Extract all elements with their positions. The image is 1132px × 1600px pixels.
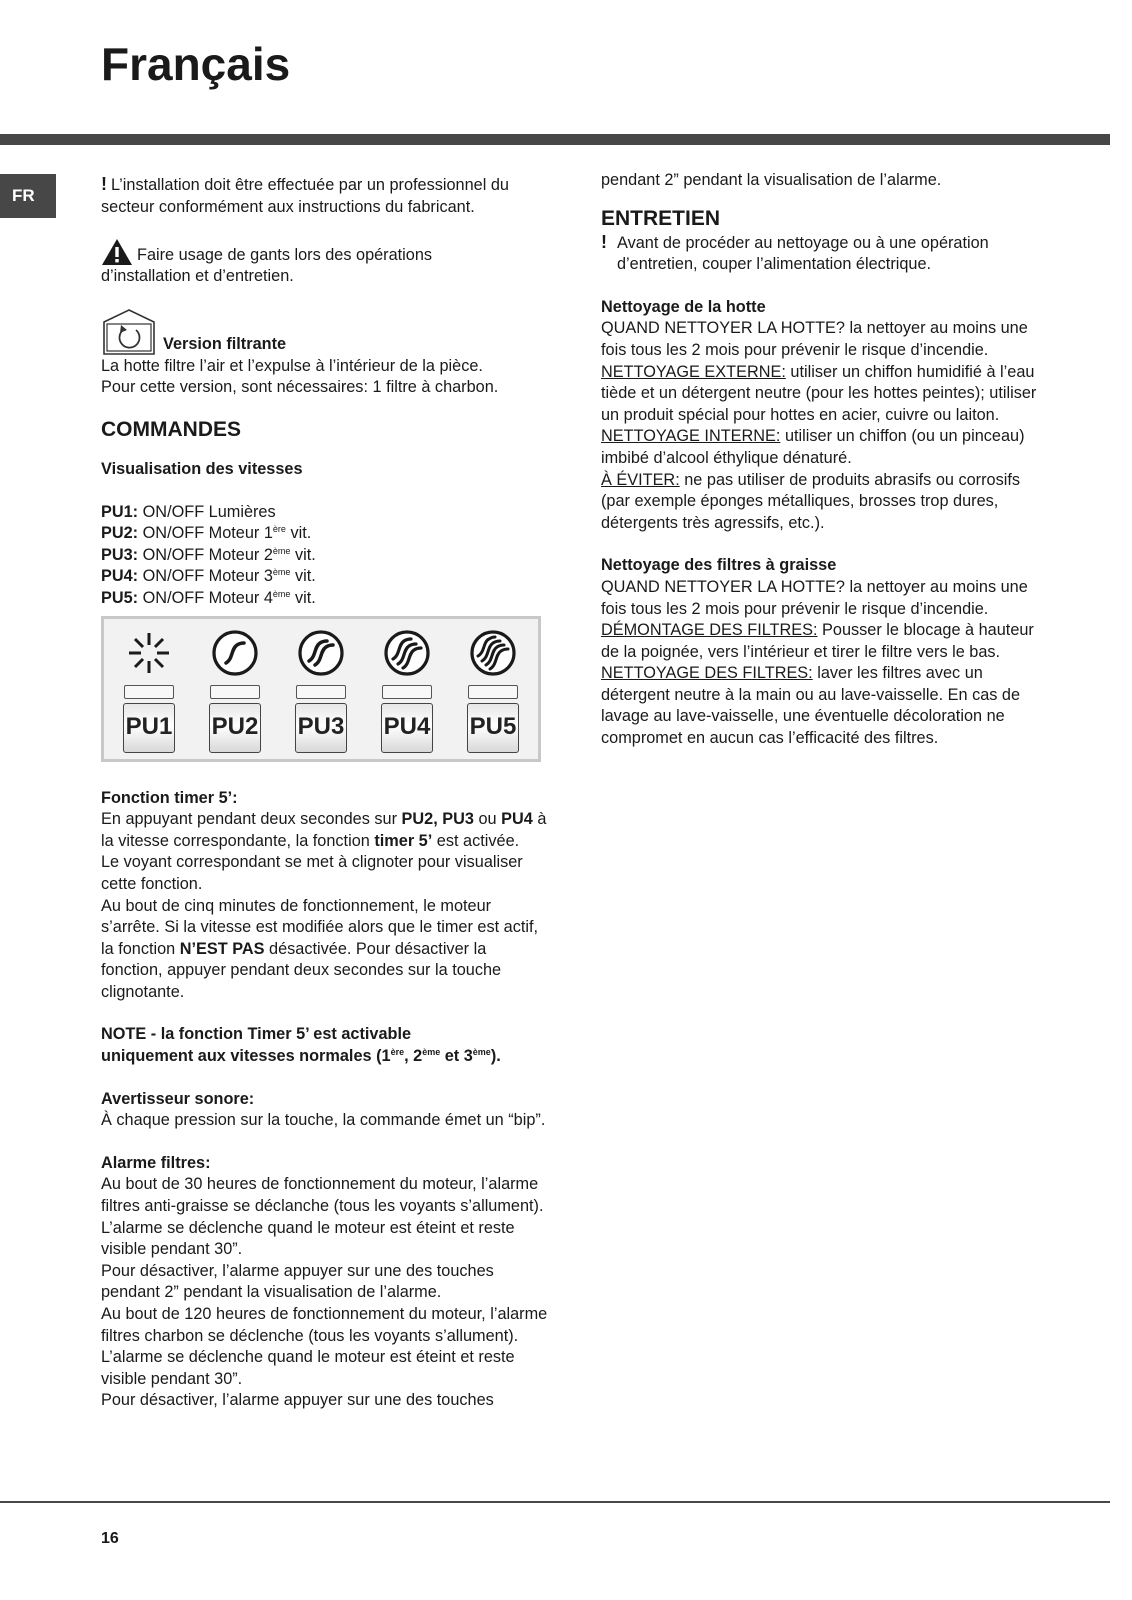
light-icon: [125, 629, 173, 677]
header-rule: [0, 134, 1110, 145]
alarme-continuation: pendant 2” pendant la visualisation de l’alarme.: [601, 171, 942, 189]
page-title: Français: [101, 38, 291, 90]
nettoyage-des-filtres: NETTOYAGE DES FILTRES: laver les filtres avec un détergent neutre à la main ou au lave-vaisselle. En cas de lavage au lave-vaisselle, une éventuelle décoloration ne compromet en aucun cas l’efficacité des filtres.: [601, 664, 1021, 748]
filter-version-icon: [101, 308, 157, 356]
pu1-key[interactable]: PU1: [123, 703, 175, 753]
version-heading: Version filtrante: [101, 308, 551, 356]
pu1-control: [122, 629, 176, 749]
language-tab: FR: [0, 174, 56, 218]
pu2-key[interactable]: PU2: [209, 703, 261, 753]
gloves-text-2: d’installation et d’entretien.: [101, 267, 294, 286]
exclamation-icon: !: [101, 174, 107, 194]
nettoyage-filtres-heading: Nettoyage des filtres à graisse: [601, 556, 837, 575]
entretien-heading: ENTRETIEN: [601, 206, 721, 230]
pu2-control: [208, 629, 262, 749]
pu4-led: [382, 685, 432, 699]
filtres-quand-text: QUAND NETTOYER LA HOTTE? la nettoyer au moins une fois tous les 2 mois pour prévenir le risque d’incendie.: [601, 577, 1028, 618]
pu3-key[interactable]: PU3: [295, 703, 347, 753]
pu4-line: PU4: ON/OFF Moteur 3ème vit.: [101, 567, 316, 586]
version-text-2: Pour cette version, sont nécessaires: 1 filtre à charbon.: [101, 378, 499, 397]
control-panel-diagram: [101, 616, 541, 762]
avertisseur-text: À chaque pression sur la touche, la commande émet un “bip”.: [101, 1111, 546, 1130]
alarme-text-2: Pour désactiver, l’alarme appuyer sur une des touches pendant 2” pendant la visualisation de l’alarme.: [101, 1261, 494, 1302]
pu1-line: PU1: ON/OFF Lumières: [101, 502, 276, 521]
avertisseur-heading: Avertisseur sonore:: [101, 1089, 255, 1108]
speed-1-icon: [211, 629, 259, 677]
note-line-1: NOTE - la fonction Timer 5’ est activable: [101, 1025, 412, 1044]
alarme-text-4: Pour désactiver, l’alarme appuyer sur une des touches: [101, 1391, 494, 1410]
timer-text-2: Le voyant correspondant se met à clignoter pour visualiser cette fonction.: [101, 853, 523, 893]
pu3-line: PU3: ON/OFF Moteur 2ème vit.: [101, 545, 316, 564]
left-column: [101, 174, 551, 1412]
pu4-key[interactable]: PU4: [381, 703, 433, 753]
pu3-control: [294, 629, 348, 749]
speed-4-icon: [469, 629, 517, 677]
note-line-2: uniquement aux vitesses normales (1ère, 2ème et 3ème).: [101, 1047, 501, 1066]
warning-triangle-icon: [101, 238, 133, 266]
nettoyage-interne: NETTOYAGE INTERNE: utiliser un chiffon (ou un pinceau) imbibé d’alcool éthylique dénaturé.: [601, 427, 1025, 467]
footer-rule: [0, 1501, 1110, 1503]
nettoyage-hotte-heading: Nettoyage de la hotte: [601, 297, 766, 316]
pu2-line: PU2: ON/OFF Moteur 1ère vit.: [101, 524, 312, 543]
page-number: 16: [101, 1530, 119, 1547]
pu5-control: [466, 629, 520, 749]
right-column: [601, 170, 1051, 750]
pu5-line: PU5: ON/OFF Moteur 4ème vit.: [101, 588, 316, 607]
pu2-led: [210, 685, 260, 699]
demontage-filtres: DÉMONTAGE DES FILTRES: Pousser le blocage à hauteur de la poignée, vers l’intérieur et tirer le filtre vers le bas.: [601, 621, 1034, 661]
gloves-warning: Faire usage de gants lors des opérations: [101, 238, 551, 266]
alarme-text-1: Au bout de 30 heures de fonctionnement du moteur, l’alarme filtres anti-graisse se déclanche (tous les voyants s’allument). L’alarme se déclenche quand le moteur est éteint et reste visible pendant 30”.: [101, 1175, 544, 1259]
alarme-text-3: Au bout de 120 heures de fonctionnement du moteur, l’alarme filtres charbon se déclenche (tous les voyants s’allument). L’alarme se déclenche quand le moteur est éteint et reste visible pendant 30”.: [101, 1305, 548, 1388]
pu5-key[interactable]: PU5: [467, 703, 519, 753]
entretien-warning: ! Avant de procéder au nettoyage ou à une opération d’entretien, couper l’alimentation électrique.: [601, 231, 989, 274]
pu4-control: [380, 629, 434, 749]
intro-warning: ! L’installation doit être effectuée par un professionnel du secteur conformément aux instructions du fabricant.: [101, 174, 509, 216]
speed-2-icon: [297, 629, 345, 677]
pu1-led: [124, 685, 174, 699]
visualisation-heading: Visualisation des vitesses: [101, 459, 303, 478]
version-text-1: La hotte filtre l’air et l’expulse à l’intérieur de la pièce.: [101, 356, 483, 375]
hotte-quand-text: QUAND NETTOYER LA HOTTE? la nettoyer au moins une fois tous les 2 mois pour prévenir le risque d’incendie.: [601, 319, 1028, 359]
speed-3-icon: [383, 629, 431, 677]
commandes-heading: COMMANDES: [101, 417, 241, 441]
timer-text-3: Au bout de cinq minutes de fonctionnement, le moteur s’arrête. Si la vitesse est modifiée alors que le timer est actif, la fonction N’EST PAS désactivée. Pour désactiver la fonction, appuyer pendant deux secondes sur la touche clignotante.: [101, 896, 539, 1001]
timer-text-1: En appuyant pendant deux secondes sur PU2, PU3 ou PU4 à la vitesse correspondante, la fonction timer 5’ est activée.: [101, 810, 547, 850]
pu3-led: [296, 685, 346, 699]
timer-heading: Fonction timer 5’:: [101, 788, 238, 807]
pu5-led: [468, 685, 518, 699]
exclamation-icon: !: [601, 231, 607, 252]
alarme-heading: Alarme filtres:: [101, 1153, 211, 1172]
nettoyage-externe: NETTOYAGE EXTERNE: utiliser un chiffon humidifié à l’eau tiède et un détergent neutre (pour les hottes peintes); utiliser un produit spécial pour hottes en acier, cuivre ou laiton.: [601, 362, 1037, 424]
a-eviter: À ÉVITER: ne pas utiliser de produits abrasifs ou corrosifs (par exemple éponges métalliques, brosses trop dures, détergents très agressifs, etc.).: [601, 470, 1020, 532]
